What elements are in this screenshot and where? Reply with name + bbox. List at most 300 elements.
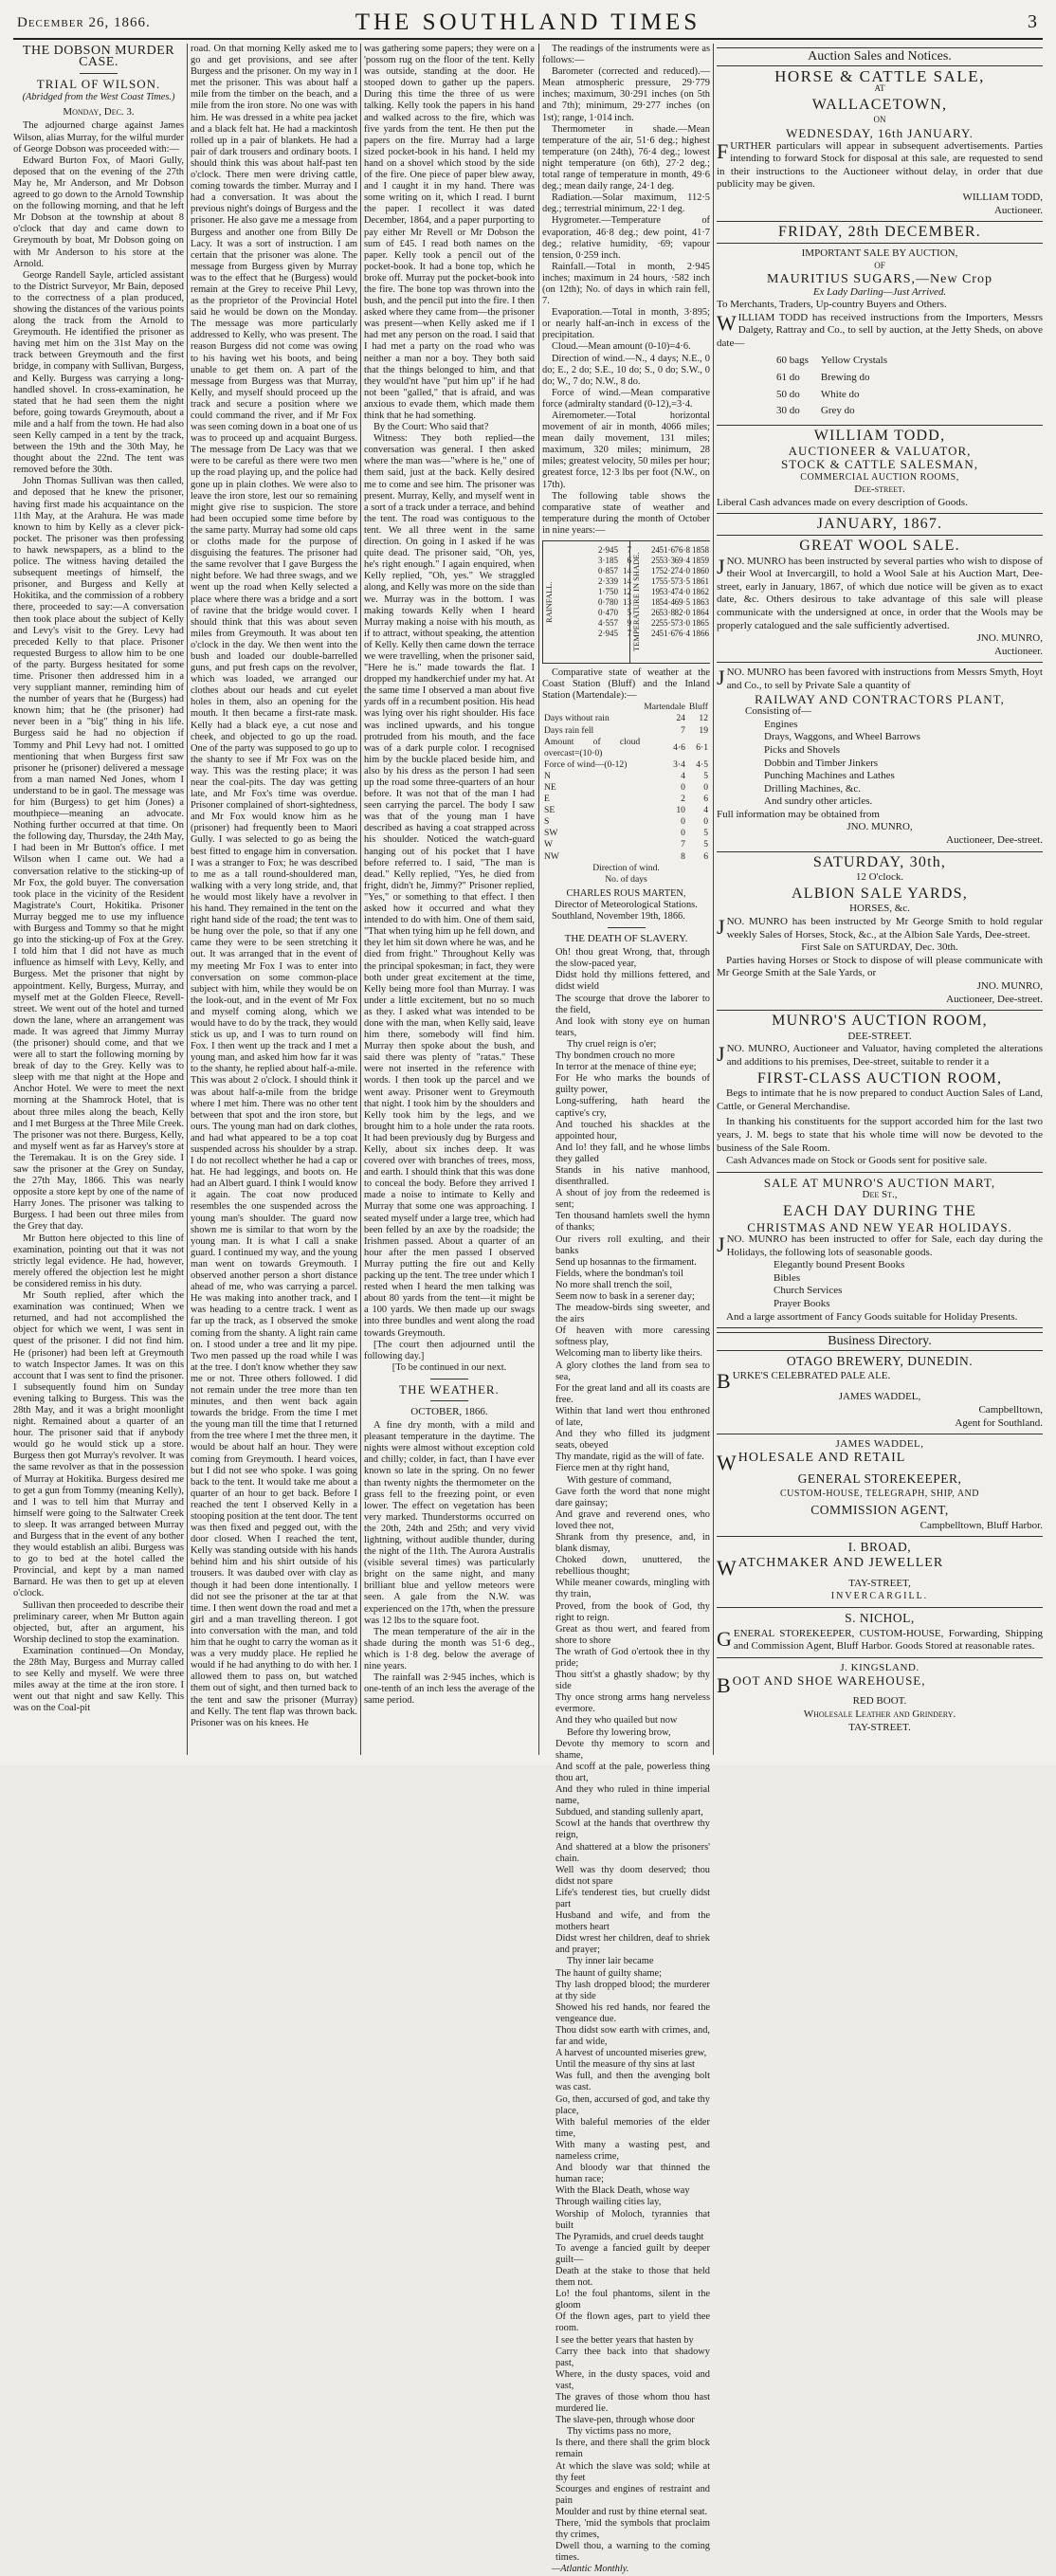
table-cell: Force of wind—(0-12)	[544, 758, 628, 770]
column-rule	[360, 44, 361, 1755]
table-cell: 51·6	[659, 545, 675, 556]
business-line: INVERCARGILL.	[830, 1591, 929, 1602]
business-line	[717, 1450, 1043, 1474]
table-cell: 0	[681, 828, 685, 839]
ad-text: ON	[873, 115, 886, 125]
table-cell: 10	[676, 805, 685, 816]
table-cell: SE	[544, 805, 555, 816]
table-column-days-rain	[618, 545, 631, 639]
poem-line: For the great land and all its coasts are free.	[555, 1382, 710, 1405]
divider	[717, 1172, 1043, 1173]
ad-title: FIRST-CLASS AUCTION ROOM,	[756, 1069, 1003, 1087]
table-cell: 24	[676, 713, 685, 724]
ad-date: FRIDAY, 28th DECEMBER.	[778, 224, 981, 241]
table-cell: 1860	[692, 566, 709, 576]
ad-signature-role: Auctioneer.	[993, 645, 1043, 657]
table-cell: 1861	[692, 576, 709, 587]
poem-line: With baleful memories of the elder time,	[555, 2116, 710, 2139]
article-subheading: TRIAL OF WILSON.	[36, 77, 161, 92]
business-line	[717, 1673, 1043, 1698]
poem-line: The meadow-birds sing sweeter, and the airs	[555, 1303, 710, 1325]
table-cell: 8	[681, 850, 685, 862]
ad-body	[717, 1233, 1043, 1259]
plant-list	[717, 719, 1043, 809]
poem-line: Moulder and rust by thine eternal seat.	[555, 2506, 708, 2517]
poem-line: Choked down, unuttered, the rebellious thought;	[555, 1555, 710, 1578]
article-paragraph: John Thomas Sullivan was then called, and deposed that he knew the prisoner, having first made his acquaintance on the 11th May, at the Arahura. He was made known to him by Kelly as a clever pick-pocket. The prisoner was then professing to hawk newspapers, as a blind to the police. The witness having detailed the subsequent meetings of himself, the prisoner, and Burgess and Kelly at Hokitika, and the commission of a robbery there, proceeded to say:—A conversation then took place about the subject of Kelly and Levy's visit to the Grey. Levy had preceded Kelly to that place. Prisoner requested Burgess to allow him to be one of the party. Burgess hesitated for some time. Prisoner then addressed him in a very suppliant manner, reminding him of the number of years that he (Burgess) had known him; that he (the prisoner) had never been in a "big" thing in his life. Burgess said he had no objection if Tommy and Phil Levy had not. I omitted mentioning that when Burgess first saw prisoner he (prisoner) delivered a message from a man named Ned Jones, whom I understand to be in gaol. The message was for him (Burgess) to get him (Jones) a mouthpiece—meaning an advocate. Nothing further occurred at that time. On the following day, Thursday, the 24th May, I had been in Mr Button's office. I met Wilson when I came out. We had a conversation relative to the sticking-up of Mr Fox, the gold buyer. The conversation took place in the vicinity of the Resident Magistrate's Court, Hokitika. Prisoner Murray begged me to use my influence with Burgess and Tommy so that he might go into the sticking-up of Fox at the Grey. I told him that I did not have as much influence as himself with Levy, Kelly, and Burgess. Met the prisoner that night by appointment. Kelly, Burgess, Murray, and myself met at the Golden Fleece, Revell-street. We went out of the hotel and turned down the lane, where an arrangement was made. It was agreed that Jimmy Murray (the prisoner) should come, and that we were all to start the following morning by break of day to the Grey. Kelly was to sleep with me that night at the Hope and Anchor Hotel. We were to meet the next morning at the Shamrock Hotel, that is about three miles along the beach, Kelly and I met Burgess at the Three Mile Creek. The prisoner was not there. Burgess, Kelly, and myself went as far as Harvey's store at the Teremakau. It is on the Grey side. I saw the prisoner at the Grey on Sunday, the 27th May, 1866. This was nearly opposite a store kept by one of the name of Harry Jones. The prisoner was talking to Burgess. I had been out three miles from the Grey that day.	[13, 476, 184, 1233]
ad-title: MAURITIUS SUGARS,—New Crop	[767, 271, 992, 286]
business-line: JAMES WADDEL,	[838, 1391, 921, 1403]
poem-line: Thou didst sow earth with crimes, and, far and wide,	[555, 2025, 710, 2048]
drop-cap: G	[717, 1626, 732, 1651]
table-cell: 7	[627, 629, 631, 639]
table-cell: 1859	[692, 556, 709, 566]
list-item: Dobbin and Timber Jinkers	[764, 757, 879, 769]
ad-text: First Sale on SATURDAY, Dec. 30th.	[801, 941, 958, 954]
weather-reading: Cloud.—Mean amount (0-10)=4·6.	[552, 341, 691, 353]
poem-line: With gesture of command,	[567, 1474, 672, 1486]
table-cell: 0·470	[598, 608, 618, 618]
table-row	[542, 759, 710, 771]
list-item: Picks and Shovels	[764, 743, 841, 756]
business-line: CUSTOM-HOUSE, TELEGRAPH, SHIP, AND	[780, 1489, 979, 1500]
poem-source: —Atlantic Monthly.	[552, 2564, 629, 2575]
divider	[80, 73, 118, 74]
ad-date: SATURDAY, 30th,	[812, 853, 947, 870]
ad-signature: JNO. MUNRO,	[976, 980, 1043, 992]
divider	[717, 1010, 1043, 1011]
table-cell: 69·5	[674, 597, 690, 608]
drop-cap: J	[717, 666, 725, 690]
sugar-lots-table	[774, 352, 899, 420]
poem-line: Thy inner lair became	[567, 1956, 654, 1967]
ad-signature: JNO. MUNRO,	[847, 821, 913, 833]
ad-text: Dee St.,	[862, 1189, 898, 1201]
column-4-weather-and-poem	[542, 44, 710, 2575]
table-cell: 2·945	[598, 545, 618, 556]
business-line: GENERAL STOREKEEPER,	[797, 1471, 962, 1486]
table-cell: 60 bags	[776, 355, 809, 367]
article-paragraph: Edward Burton Fox, of Maori Gully, deposed that on the evening of the 27th May he, Mr Anderson, and Mr Dobson agreed to go down to the Arnold Township on the following morning, and that he left Mr Dobson at the township at about 8 o'clock that day and came down to Greymouth by boat, Mr Dobson going on with Mr Anderson to his store at the Arnold.	[13, 155, 184, 269]
poem-line: Through wailing cities lay,	[555, 2197, 662, 2208]
ad-body-text: NO. MUNRO has been instructed by Mr George Smith to hold regular weekly Sales of Horses, Stock, &c., at the Albion Sale Yards, Dee-street.	[726, 916, 1043, 941]
column-5-advertisements	[717, 44, 1043, 1755]
poem-line: And look with stony eye on human tears,	[555, 1015, 710, 1038]
poem-line: Great as thou wert, and feared from shore to shore	[555, 1623, 710, 1646]
ad-body	[717, 312, 1043, 351]
divider	[717, 1536, 1043, 1537]
divider	[430, 1400, 468, 1401]
table-cell: 25	[651, 556, 660, 566]
table-cell: 1862	[692, 587, 709, 597]
article-paragraph: [The court then adjourned until the following day.]	[364, 1339, 535, 1361]
table-cell: 7	[627, 545, 631, 556]
business-name: JAMES WADDEL,	[835, 1438, 924, 1451]
business-text: URKE'S CELEBRATED PALE ALE.	[732, 1370, 891, 1382]
table-row	[542, 771, 710, 782]
poem-line: And lo! they fall, and he whose limbs they galled	[555, 1142, 710, 1164]
column-1-dobson-trial	[13, 44, 184, 1755]
weather-paragraph: A fine dry month, with a mild and pleasant temperature in the daytime. The nights were almost without exception cold and chilly; colder, in fact, than I have ever known so late in the spring. On no fewer than twenty nights the thermometer on the grass fell to the freezing point, or even lower. The effect on vegetation has been very marked. Thunderstorms occurred on the 20th, 24th and 25th; and very vivid lightning, without audible thunder, during the night of the 11th. The Aurora Australis (visible several times) was particularly bright on the same night, and many brilliant blue and yellow meteors were seen. A gale from the N.W. was experienced on the 17th, when the pressure was 12 lbs to the square foot.	[364, 1420, 535, 1626]
divider	[717, 535, 1043, 536]
issue-date: December 26, 1866.	[17, 15, 151, 30]
ad-text: DEE-STREET.	[847, 1030, 912, 1042]
table-row	[542, 794, 710, 805]
table-cell: 50 do	[776, 388, 800, 400]
article-paragraph: road. On that morning Kelly asked me to go and get provisions, and see after Burgess and the prisoner. On my way in I met the prisoner. This was about half a mile from the timber on the beach, and a mile from the iron store. No one was with him. He was dressed in a white pea jacket and a black felt hat. He had a mackintosh rolled up in a pair of blankets. He had a pair of dark trousers and ordinary boots. I should think this was about half-past ten o'clock. There men were driving cattle, coming towards the timber. Murray and I had a conversation. It was about the previous night's doings of Burgess and the prisoner. He also gave me a message from Burgess and another one from Billy De Lacy. It was a sort of instruction. I am certain that the prisoner was alone. The message from Burgess given by Murray was to the effect that he (Burgess) would remain at the Grey to receive Phil Levy, as the proprietor of the Provincial Hotel said he would be down on the Monday. The message was more particularly addressed to Kelly, who was present. The reason Burgess did not come was owing to his having wet his boots, and being unable to get them on. A part of the message from Burgess was that Murray, Kelly, and myself should proceed up the track and secure a position where we could command the river, and if Mr Fox was seen coming down in a boat one of us was to proceed up and acquaint Burgess. The message from De Lacy was that we were to be careful as there were two men up the road playing up, and the police had gone up in plain clothes. We were also to leave the iron store, lest our so remaining might give rise to suspicion. The store had been occupied some time before by the same party. Murray had some old caps or cloths made for the purpose of disguising the features. The prisoner had the same revolver that I gave Burgess the night before. We had three swags, and we went up the road when Kelly selected a place where there was a bridge and a sort of ravine that the bridge would cover. I should think that this was about seven miles from Greymouth. It was about ten o'clock in the day. We then went into the bush and loaded our double-barrelled guns, and put fresh caps on the revolver, which was loaded, we arranged our clothes about our heads and cut eyelet holes in them, also an opening for the mouth. It then became a first-rate mask. Kelly had a black eye, a cut nose and cheek, and objected to go up the road. One of the party was supposed to go up to the shanty to see if Mr Fox was on the way. This was the resting place; it was near the coal-pits. The day was getting late, and Mr Fox's time was overdue. Prisoner complained of short-sightedness, and Mr Fox would know him as he (prisoner) had frequently been to Maori Gully. I was selected to go as being the best fitted to engage him in conversation. I was a stranger to Fox; he was described to me as a tall round-shouldered man, walking with a very long stride, and, that he would most likely have a revolver in his hand. They remained in the tent on the right hand side of the road; the tent was to be hung over the pole, so that if any one came they were to be seen stretching it out. It was arranged that in the event of my meeting Mr Fox I was to enter into conversation on some common-place subject with him, while they would be on the look-out, and in the event of Mr Fox and myself coming along, which we would have to do by the track, they would stick us up, and I was to turn round on Fox. I then went up the track and I met a young man, and asked him how far it was to the shanty, he replied about half-a-mile. This was about 2 o'clock. I should think it was about half-a-mile from the bridge where I met him. There was no other tent between that spot and the iron store, but ours. The young man had on dark clothes, and had what appeared to be a top coat suspended across his shoulder by a strap. I do not recollect whether he had a cap or hat. He had leggings, and boots on. He had an Albert guard. I think I would know it again. The coat now produced resembles the one suspended across the young man's shoulder. The guard now shown me is similar to that worn by the young man. It is what I call a snake guard. I continued my way, and the young man went on towards Greymouth. I observed another person a short distance ahead of me, who was carrying a parcel. He was making into another track, and I was heading to a centre track. I went as far up the track, as I observed the smoke coming from the shanty. A light rain came on. I stood under a tree and lit my pipe. Two men passed up the road while I was at the tree. I don't know whether they saw me or not. Three others followed. I did not remain under the tree more than ten minutes, and then went back again towards the bridge. From the time I met the young man till the time that I returned from the tree where I met the three men, it would be about half an hour. They were coming from Greymouth. I heard voices, but I did not see who spoke. I was going back to the tent. It would take me about a quarter of an hour to get back. Before I reached the tent I observed Kelly in a stooping position at the tent door. The tent was then fixed and pegged out, with the door closed. When I reached the tent, Kelly was standing outside with his hands behind him and his shirt outside of his trousers. It was daubed over with clay as though it had been done intentionally. I did not see the prisoner at the tar at that time. I then went down the road and met a girl and a man travelling thereon. I got into conversation with the man, and told him that he ought to carry the woman as it was a very muddy place. He replied he would if he had anything to do with her. I allowed them to pass on, but watched them out of sight, and then turned back to the tent and saw the prisoner (Murray) and Kelly. The tent flap was thrown back. Prisoner was on his knees. He	[191, 44, 358, 1728]
ad-body-text: NO. MUNRO has been favored with instructions from Messrs Smyth, Hoyt and Co., to sell by Private Sale a quantity of	[726, 667, 1043, 691]
divider	[717, 513, 1043, 514]
weather-reading: Barometer (corrected and reduced).—Mean atmospheric pressure, 29·779 inches; maximum, 30·291 inches (on 5th and 7th); minimum, 29·277 inches (on 1st); range, 1·014 inch.	[542, 66, 710, 123]
ad-body-text: NO. MUNRO has been instructed to offer for Sale, each day during the Holidays, the following lots of seasonable goods.	[726, 1233, 1043, 1258]
poem-body	[542, 947, 710, 2564]
table-column-year	[688, 545, 709, 639]
poem-line: Lo! the foul phantoms, silent in the gloom	[555, 2289, 710, 2311]
divider	[717, 1327, 1043, 1328]
signature-role: Director of Meteorological Stations.	[555, 899, 698, 910]
poem-line: Didst hold thy millions fettered, and didst wield	[555, 970, 710, 993]
table-cell: 5	[703, 770, 708, 781]
table-cell: 0	[681, 816, 685, 828]
poem-line: Thy once strong arms hang nerveless evermore.	[555, 1692, 710, 1715]
list-item: Drilling Machines, &c.	[764, 782, 862, 795]
ad-text: AT	[874, 83, 885, 94]
table-header-temperature: TEMPERATURE IN SHADE.	[629, 541, 646, 663]
days-label: No. of days	[605, 873, 647, 885]
business-line: RED BOOT.	[852, 1695, 907, 1708]
table-cell: 1864	[692, 608, 709, 618]
business-text: OOT AND SHOE WAREHOUSE,	[732, 1673, 926, 1689]
table-cell: 53·8	[659, 608, 675, 618]
table-cell: 3·4	[673, 758, 685, 770]
poem-line: Well was thy doom deserved; thou didst not spare	[555, 1864, 710, 1887]
article-paragraph: Mr Button here objected to this line of examination, pointing out that it was not strictly legal evidence. He had, however, merely offered the objection lest he might be considered remiss in his duty.	[13, 1233, 184, 1289]
table-cell: 26	[651, 608, 660, 618]
poem-line: Showed his red hands, nor feared the vengeance due.	[555, 2001, 710, 2024]
business-line: STOCK & CATTLE SALESMAN,	[781, 457, 978, 472]
list-item: Prayer Books	[774, 1298, 830, 1310]
poem-line: Welcoming man to liberty like theirs.	[555, 1348, 702, 1360]
poem-line: And shattered at a blow the prisoners' chain.	[555, 1841, 710, 1864]
table-cell: 2·339	[598, 576, 618, 587]
poem-line: Dwell thou, a warning to the coming times.	[555, 2541, 710, 2564]
article-paragraph: George Randell Sayle, articled assistant to the District Surveyor, Mr Bain, deposed to the correctness of a plan produced, showing the distances of the various points along the track from the Arnold to Greymouth. He identified the prisoner as having met him on the 31st May on the track between Greymouth and the first bridge, in company with Sullivan, Burgess, and Kelly. Burgess was carrying a long-handled shovel. In cross-examination, he stated that he had seen them the night before, going towards Greymouth, about a mile and a half from the town. He had also seen Kelly camped in a tent by the track, between the 19th and the 30th May, he thought about the 22nd. The tent was removed before the 30th.	[13, 269, 184, 476]
holiday-list	[717, 1259, 1043, 1310]
signature-place: Southland, November 19th, 1866.	[552, 911, 685, 922]
table-cell: 7	[681, 839, 685, 850]
table-row	[542, 851, 710, 863]
business-line: COMMERCIAL AUCTION ROOMS,	[800, 471, 959, 483]
poem-line: Fierce men at thy right hand,	[555, 1463, 670, 1474]
business-line: TAY-STREET,	[848, 1577, 911, 1589]
ad-text: To Merchants, Traders, Up-country Buyers and Others.	[717, 299, 947, 311]
poem-line: In terror at the menace of thine eye;	[555, 1062, 697, 1073]
masthead	[13, 9, 1043, 40]
ad-title: HORSE & CATTLE SALE,	[774, 66, 985, 85]
table-cell: 0	[703, 781, 708, 793]
table-cell: W	[544, 839, 554, 850]
page-number: 3	[1028, 11, 1037, 32]
table-row	[542, 828, 710, 839]
business-note: Liberal Cash advances made on every description of Goods.	[717, 496, 968, 508]
divider	[717, 243, 1043, 244]
ad-text: HORSES, &c.	[849, 903, 910, 915]
table-cell: 9	[627, 618, 631, 629]
weather-reading: Force of wind.—Mean comparative force (admiralty standard (0-12),=3·4.	[542, 387, 710, 410]
ad-body	[717, 140, 1043, 192]
article-note: [To be continued in our next.	[391, 1361, 507, 1373]
poem-line: The haunt of guilty shame;	[555, 1967, 662, 1979]
ad-title: GREAT WOOL SALE.	[799, 538, 960, 554]
table-cell: 82·0	[674, 608, 690, 618]
newspaper-title: THE SOUTHLAND TIMES	[355, 9, 701, 35]
nine-year-weather-table	[542, 540, 710, 664]
ad-text: In thanking his constituents for the support accorded him for the last two years, J. M. begs to state that his whole time will now be devoted to the business of the Sale Room.	[717, 1116, 1043, 1154]
divider	[717, 662, 1043, 663]
ad-signature: WILLIAM TODD,	[962, 191, 1043, 203]
drop-cap: B	[717, 1369, 731, 1394]
table-cell: 1863	[692, 597, 709, 608]
poem-line: While meaner cowards, mingling with thy train,	[555, 1578, 710, 1600]
divider	[717, 1607, 1043, 1608]
poem-line: Scowl at the hands that overthrew thy reign,	[555, 1818, 710, 1841]
list-item: Bibles	[774, 1271, 801, 1284]
poem-line: Carry thee back into that shadowy past,	[555, 2346, 710, 2368]
poem-line: Seem now to bask in a serener day;	[555, 1291, 695, 1302]
table-cell: 4	[703, 805, 708, 816]
article-paragraph: Witness: They both replied—the conversation was general. I then asked where the man was—"where is he," one of them said, just at the back. Kelly desired me to come and see him. The prisoner was present. Murray, Kelly, and myself went in a sort of a track under a terrace, and behind the tent. The road was contiguous to the tent. We all three went in the same direction. On going in I asked if he was quite dead. The prisoner said, "Oh, yes, he's right enough." I again enquired, when Kelly replied, "Oh, yes." We straggled along, and Kelly was more on the side than we. Murray was in the bottom. I was making towards Kelly when I heard Murray making a noise with his mouth, as if to attract, without speaking, the attention of Kelly. Kelly then came down the terrace we were travelling, when the prisoner said, "Here he is." made towards the flat. I dropped my handkerchief under my hat. At the same time I observed a man about five yards off in a recumbent position. His head was lying over his right shoulder. His face was inclined upwards, and his tongue protruded from his mouth, and the face was of a dark purple color. I recognised him by the buckle placed beside him, and also by his dress as the person I had seen up the road some three-quarters of an hour before. It was not that of the man I had seen carrying the parcel. The body I saw was that of the young man I have described as having a coat strapped across his shoulder. Noticed the watch-guard hanging out of his pocket that I have before referred to. I said, "The man is dead." Kelly replied, "Yes, he died from fright, didn't he, Jimmy?" Prisoner replied, "Yes," or something to that effect. I then asked how it occurred and what they intended to do with him. One of them said, "That when tying him up he fell down, and they let him sit down where he was, and he died from fright." Throughout Kelly was the principal spokesman; in fact, they were both under great excitement at the time, Kelly being more fool than Murray. I was under a little excitement, but no so much as they. I asked what was intended to be done with the man, when Kelly said, leave him there, somebody will find him. Murray then spoke about the bush, and said there was plenty of "ratas." These were not inserted in the reference with words. I then took up the parcel and we went away. Prisoner went to Greymouth that night. I took him by the shoulders and Kelly took him by the legs, and we brought him to a hole under the rata roots. It had been previously dug by Burgess and Kelly, about six inches deep. It was covered over with branches of trees, moss, and earth. I should think that this was done to conceal the body. Before they arrived I made a noise to intimate to Kelly and Murray that some one was approaching. I seated myself under a large tree, which had been felled by an axe by the roadside; the Irishmen passed. About a quarter of an hour after the men passed I observed Murray putting the fire out and Kelly packing up the tent. The tree under which I rested when I heard the men talking was about 80 yards from the tent—it might be a 100 yards. We then made up our swags into three bundles and went along the road towards Greymouth.	[364, 433, 536, 1339]
list-item: Elegantly bound Present Books	[774, 1259, 905, 1271]
weather-subheading: OCTOBER, 1866.	[410, 1405, 488, 1417]
poem-line: Ten thousand hamlets swell the hymn of thanks;	[555, 1211, 710, 1233]
ad-text: And a large assortment of Fancy Goods suitable for Holiday Presents.	[726, 1310, 1018, 1323]
ad-body-text: URTHER particulars will appear in subsequent advertisements. Parties intending to forward Stock for disposal at this sale, are requested to send in their instructions to the Auctioneer without delay, in order that due publicity may be given.	[717, 139, 1043, 191]
table-cell: 30 do	[776, 405, 800, 417]
poem-line: Thy cruel reign is o'er;	[567, 1038, 657, 1050]
poem-line: And bloody war that thinned the human race;	[555, 2163, 710, 2185]
ad-text: Parties having Horses or Stock to dispose of will please communicate with Mr George Smith at the Sale Yards, or	[717, 954, 1043, 979]
business-text: ATCHMAKER AND JEWELLER	[737, 1555, 944, 1570]
table-cell: 69·4	[674, 556, 690, 566]
list-item: And sundry other articles.	[764, 795, 873, 808]
business-text: ENERAL STOREKEEPER, CUSTOM-HOUSE, Forwarding, Shipping and Commission Agent, Bluff Harbor. Goods Stored at reasonable rates.	[733, 1627, 1043, 1653]
poem-line: Go, then, accursed of god, and take thy place,	[555, 2093, 710, 2116]
business-directory-heading: Business Directory.	[717, 1332, 1043, 1351]
table-cell: 73·5	[674, 576, 690, 587]
ad-body-text: ILLIAM TODD has received instructions from the Importers, Messrs Dalgety, Rattray and Co., to sell by auction, at the Jetty Sheds, on above date—	[717, 311, 1043, 349]
poem-line: Thy bondmen crouch no more	[555, 1050, 675, 1062]
divider	[608, 927, 646, 928]
table-cell: 7	[681, 724, 685, 736]
business-name: I. BROAD,	[847, 1540, 912, 1555]
poem-line: A glory clothes the land from sea to sea,	[555, 1360, 710, 1382]
article-paragraph: Mr South replied, after which the examination was continued; When we returned, and had not accomplished the object for which we went, I was sent in quest of the prisoner. I did not find him. He (prisoner) had been left at Greymouth to watch Inspector James. It was on this account that I was sent to find the prisoner. I subsequently found him on Sunday evening talking to Burgess. This was the 28th May, and it was a bright moonlight night. Remained about a quarter of an hour. The prisoner said that if anybody would go he would stick up a store. Burgess then got Murray's revolver. It was the same revolver as that in the possession of Murray at Hokitika. Burgess desired me to get a gun from Tommy (meaning Kelly), and I was to tell him that Murray and himself were going to the Saltwater Creek to sleep. It was arranged between Murray and Burgess that in the event of any bother they would establish an alibi. Burgess was to go to bed at the hotel called the Provincial, and kept by a man named Barnard. He was then to get up at eleven o'clock.	[13, 1290, 184, 1599]
article-paragraph: Sullivan then proceeded to describe their preliminary career, when Mr Button again objected, but, after an argument, his Worship declined to stop the examination.	[13, 1599, 184, 1645]
ad-place: WALLACETOWN,	[811, 96, 948, 113]
ad-text: Cash Advances made on Stock or Goods sent for positive sale.	[726, 1155, 988, 1167]
table-row	[775, 404, 897, 419]
poem-line: Long-suffering, hath heard the captive's cry,	[555, 1096, 710, 1119]
table-cell: 19	[699, 724, 708, 736]
poem-line: For He who marks the bounds of guilty power,	[555, 1073, 710, 1096]
table-cell: 1865	[692, 618, 709, 629]
poem-line: Didst wrest her children, deaf to shriek and prayer;	[555, 1933, 710, 1956]
table-cell: 76·8	[674, 545, 690, 556]
article-heading: THE DOBSON MURDER CASE.	[22, 44, 175, 70]
ad-title: SALE AT MUNRO'S AUCTION MART,	[763, 1175, 996, 1190]
weather-heading: THE WEATHER.	[399, 1381, 500, 1397]
poem-line: Of the flown ages, part to yield thee room.	[555, 2311, 710, 2334]
table-cell: 0	[681, 781, 685, 793]
ad-title: ALBION SALE YARDS,	[792, 885, 968, 902]
table-cell: 17	[651, 576, 660, 587]
table-cell: Yellow Crystals	[820, 355, 888, 367]
poem-line: Our rivers roll exulting, and their banks	[555, 1233, 710, 1256]
table-cell: N	[544, 770, 551, 781]
table-cell: E	[544, 794, 550, 805]
list-item: Punching Machines and Lathes	[764, 770, 895, 782]
table-cell: 51·6	[659, 629, 675, 639]
table-row	[542, 725, 710, 737]
weather-intro: The readings of the instruments were as follows:—	[542, 44, 710, 66]
table-cell: 5	[703, 839, 708, 850]
table-cell: 55·5	[659, 618, 675, 629]
weather-reading: The following table shows the comparative state of weather and temperature during the month of October in nine years:—	[542, 490, 710, 536]
table-cell: 24	[651, 545, 660, 556]
table-cell: S	[544, 816, 550, 828]
ad-text: IMPORTANT SALE BY AUCTION,	[801, 247, 958, 259]
drop-cap: W	[717, 310, 737, 335]
poem-line: Gave forth the word that none might dare gainsay;	[555, 1486, 710, 1508]
poem-line: Shrank from thy presence, and, in blank dismay,	[555, 1531, 710, 1555]
ad-body-text: NO. MUNRO has been instructed by several parties who wish to dispose of their Wool at Invercargill, to hold a Wool Sale at his Auction Mart, Dee-street, early in January, 1867, of which due notice will be given as to exact date, &c. Others desirous to take advantage of this sale will please communicate with the undersigned at once, in order that the Wools may be properly catalogued and the sale sufficiently advertised.	[717, 555, 1043, 631]
table-cell: 18	[651, 597, 660, 608]
weather-reading: Thermometer in shade.—Mean temperature of the air, 51·6 deg.; highest temperature (on 24th), 76·4 deg.; lowest night temperature (on 6th), 27·2 deg.; total range of temperature in month, 49·6 deg.; mean daily range, 24·1 deg.	[542, 123, 710, 192]
poem-line: A shout of joy from the redeemed is sent;	[555, 1188, 710, 1211]
table-cell: SW	[544, 828, 558, 839]
business-line: Campbelltown,	[978, 1404, 1043, 1416]
poem-line: Life's tenderest ties, but cruelly didst part	[555, 1887, 710, 1909]
table-row	[542, 839, 710, 850]
table-column-amount	[580, 545, 618, 639]
poem-heading: THE DEATH OF SLAVERY.	[564, 933, 688, 945]
ad-text: Consisting of—	[745, 705, 811, 718]
poem-line: Thy mandate, rigid as the will of fate.	[555, 1452, 704, 1463]
business-line	[717, 1555, 1043, 1580]
column-rule	[187, 44, 188, 1755]
table-cell: 5	[627, 608, 631, 618]
poem-line: No more shall trench the soil,	[555, 1279, 672, 1290]
table-row	[775, 388, 897, 403]
poem-line: Fields, where the bondman's toil	[555, 1268, 683, 1279]
table-cell: 55·5	[659, 576, 675, 587]
ad-text: Ex Lady Darling—Just Arrived.	[812, 285, 947, 298]
table-cell: 14	[623, 576, 631, 587]
table-cell: 5	[703, 828, 708, 839]
ad-title: CHRISTMAS AND NEW YEAR HOLIDAYS.	[747, 1219, 1012, 1234]
ads-heading: Auction Sales and Notices.	[717, 47, 1043, 66]
drop-cap: W	[717, 1450, 737, 1474]
comparison-intro: Comparative state of weather at the Coast Station (Bluff) and the Inland Station (Martendale):—	[542, 667, 710, 702]
table-cell: 2	[681, 794, 685, 805]
poem-line: With the Black Death, whose way	[555, 2185, 690, 2197]
poem-line: And grave and reverend ones, who loved thee not,	[555, 1508, 710, 1531]
ad-signature-role: Auctioneer.	[993, 204, 1043, 216]
business-line	[717, 1369, 1043, 1394]
poem-line: Husband and wife, and from the mothers heart	[555, 1910, 710, 1933]
business-line: Agent for Southland.	[955, 1416, 1043, 1429]
poem-line: And scoff at the pale, powerless thing thou art,	[555, 1761, 710, 1783]
poem-line: The slave-pen, through whose door	[555, 2415, 695, 2426]
divider	[717, 1657, 1043, 1658]
table-cell: Amount of cloud overcast=(10·0)	[544, 736, 641, 758]
table-cell: 0·857	[598, 566, 618, 576]
article-source: (Abridged from the West Coast Times.)	[22, 92, 175, 103]
poem-line: The graves of those whom thou hast murdered lie.	[555, 2392, 710, 2415]
business-line: TAY-STREET.	[848, 1721, 911, 1733]
table-row	[542, 737, 710, 759]
weather-reading: Rainfall.—Total in month, 2·945 inches; maximum in 24 hours, ·582 inch (on 12th); No. of days in which rain fell, 7.	[542, 261, 710, 307]
table-cell: 19	[651, 587, 660, 597]
table-row	[775, 354, 897, 369]
table-header-cell: Martendale	[644, 702, 685, 713]
table-row	[542, 782, 710, 794]
poem-line: The scourge that drove the laborer to the field,	[555, 993, 710, 1015]
list-item: Drays, Waggons, and Wheel Barrows	[764, 731, 920, 743]
divider	[717, 851, 1043, 852]
business-line: Dee-street.	[854, 484, 905, 496]
poem-line: The wrath of God o'ertook thee in thy pride;	[555, 1646, 710, 1669]
weather-reading: Radiation.—Solar maximum, 112·5 deg.; terrestrial minimum, 22·1 deg.	[542, 192, 710, 215]
column-rule	[538, 44, 539, 1755]
poem-line: Stands in his native manhood, disenthralled.	[555, 1164, 710, 1188]
business-line: COMMISSION AGENT,	[810, 1503, 949, 1517]
drop-cap: W	[717, 1555, 737, 1580]
poem-line: At which the slave was sold; while at thy feet	[555, 2460, 710, 2483]
ad-title: EACH DAY DURING THE	[783, 1202, 976, 1219]
table-cell: 1·750	[598, 587, 618, 597]
table-cell: 6	[627, 556, 631, 566]
poem-line: Is there, and there shall the grim block remain	[555, 2438, 710, 2460]
ad-signature: JNO. MUNRO,	[976, 632, 1043, 645]
ad-body	[717, 556, 1043, 633]
table-cell: 6	[703, 794, 708, 805]
business-line: Wholesale Leather and Grindery.	[803, 1708, 956, 1720]
poem-line: There, 'mid the symbols that proclaim thy crimes,	[555, 2518, 710, 2541]
column-3-trial-and-weather	[364, 44, 535, 1755]
poem-line: Death at the stake to those that held them not.	[555, 2265, 710, 2289]
poem-line: To avenge a fancied guilt by deeper guilt—	[555, 2242, 710, 2265]
table-header-row	[542, 702, 710, 713]
table-cell: 24	[651, 629, 660, 639]
ad-date: WEDNESDAY, 16th JANUARY.	[786, 125, 974, 140]
poem-line: And they who filled its judgment seats, obeyed	[555, 1429, 710, 1452]
ad-signature-role: Auctioneer, Dee-street.	[946, 834, 1043, 847]
poem-line: I see the better years that hasten by	[555, 2334, 694, 2346]
poem-line: And they who quailed but now	[555, 1715, 678, 1726]
article-paragraph: The adjourned charge against James Wilson, alias Murray, for the wilful murder of George Dobson was proceeded with:—	[13, 120, 184, 155]
business-line: AUCTIONEER & VALUATOR,	[788, 444, 972, 459]
table-cell: Brewing do	[820, 372, 870, 384]
weather-reading: Airemometer.—Total horizontal movement of air in month, 4066 miles; mean daily movement, 131 miles; maximum, 320 miles; minimum, 28 miles; greatest velocity, 50 miles per hour; greatest force, 12·3 lbs per foot (N.W., on 17th).	[542, 411, 710, 490]
table-cell: 1866	[692, 629, 709, 639]
poem-line: Proved, from the book of God, thy right to reign.	[555, 1600, 710, 1623]
table-row	[542, 816, 710, 828]
poem-line: Thy lash dropped blood; the murderer at thy side	[555, 1979, 710, 2001]
business-name: J. KINGSLAND.	[840, 1661, 919, 1673]
divider	[717, 221, 1043, 222]
table-cell: 74·0	[674, 587, 690, 597]
